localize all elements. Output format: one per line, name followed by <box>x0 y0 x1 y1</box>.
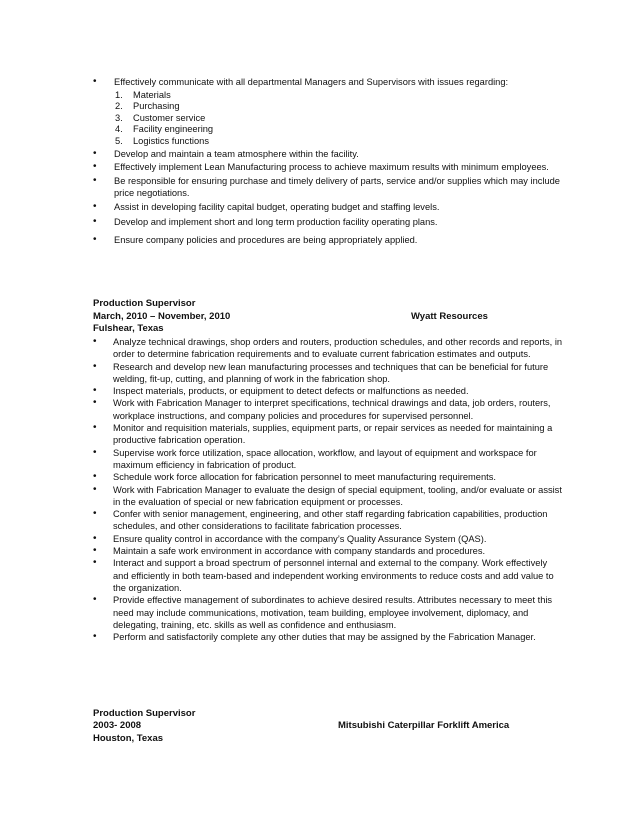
bullet-icon: • <box>93 422 97 434</box>
item-text: Assist in developing facility capital budget, operating budget and staffing levels. <box>114 202 440 213</box>
item-text: Supervise work force utilization, space allocation, workflow, and layout of equipment and workspace for maximum efficiency in fabrication of product. <box>113 447 537 470</box>
list-item <box>93 471 563 483</box>
item-text: Confer with senior management, engineering, and other staff regarding fabrication capabilities, production schedules, and other considerations to facilitate fabrication processes. <box>113 509 548 532</box>
bullet-icon: • <box>93 201 97 213</box>
item-text: Research and develop new lean manufacturing processes and techniques that can be beneficial for future welding, fit-up, cutting, and planning of work in the fabrication shop. <box>113 361 549 384</box>
list-item <box>93 397 563 422</box>
job-duties-list <box>93 336 563 643</box>
list-item <box>93 215 564 228</box>
item-text: Work with Fabrication Manager to evaluate the design of special equipment, tooling, and/or evaluate or assist in the evaluation of special or new fabrication equipment or processes. <box>113 484 562 507</box>
bullet-icon: • <box>93 545 97 557</box>
item-text: Maintain a safe work environment in accordance with company standards and procedures. <box>113 546 486 557</box>
job-location: Houston, Texas <box>93 733 164 744</box>
job-location: Fulshear, Texas <box>93 323 164 334</box>
bullet-icon: • <box>93 174 97 186</box>
item-text: Monitor and requisition materials, supplies, equipment parts, or repair services as needed for maintaining a productive fabrication operation. <box>113 423 553 446</box>
bullet-icon: • <box>93 336 97 347</box>
job-title: Production Supervisor <box>93 298 196 309</box>
list-item <box>93 545 563 557</box>
sub-list <box>115 90 564 147</box>
item-text: Analyze technical drawings, shop orders and routers, production schedules, and other records and reports, in order to determine fabrication requirements and to evaluate current fabrication estimates and outputs. <box>113 337 563 360</box>
item-text: Perform and satisfactorily complete any other duties that may be assigned by the Fabrication Manager. <box>113 632 536 643</box>
list-item <box>93 422 563 447</box>
list-item <box>93 631 563 643</box>
list-item <box>93 385 563 397</box>
item-text: Effectively implement Lean Manufacturing process to achieve maximum results with minimum employees. <box>114 162 549 173</box>
bullet-icon: • <box>93 76 97 87</box>
responsibilities-list <box>93 76 564 246</box>
item-text: Inspect materials, products, or equipment to detect defects or malfunctions as needed. <box>113 386 469 397</box>
bullet-icon: • <box>93 148 97 160</box>
sub-list-item: 1. Materials <box>115 90 171 100</box>
sub-list-item: 5. Logistics functions <box>115 135 209 146</box>
sub-list-item: 3. Customer service <box>115 112 206 123</box>
bullet-icon: • <box>93 385 97 397</box>
list-item <box>93 483 563 509</box>
item-text: Effectively communicate with all departmental Managers and Supervisors with issues regarding: <box>114 77 509 87</box>
job-title: Production Supervisor <box>93 708 196 719</box>
sub-list-item: 2. Purchasing <box>115 101 180 112</box>
list-item <box>93 594 563 631</box>
bullet-icon: • <box>93 360 97 372</box>
bullet-icon: • <box>93 557 97 569</box>
bullet-icon: • <box>93 631 97 643</box>
list-item <box>93 446 563 472</box>
sub-list-item: 4. Facility engineering <box>115 124 214 135</box>
list-item <box>93 557 563 594</box>
job-dates <box>93 311 553 322</box>
job-company: Wyatt Resources <box>411 311 488 322</box>
bullet-icon: • <box>93 161 97 173</box>
bullet-icon: • <box>93 594 97 606</box>
list-item <box>93 76 564 90</box>
list-item <box>93 508 563 533</box>
bullet-icon: • <box>93 446 97 458</box>
item-text: Ensure company policies and procedures are being appropriately applied. <box>114 234 418 245</box>
sub-list-container <box>114 90 564 147</box>
list-item <box>93 532 563 545</box>
list-item <box>93 148 564 160</box>
job-company: Mitsubishi Caterpillar Forklift America <box>338 720 510 731</box>
item-text: Be responsible for ensuring purchase and timely delivery of parts, service and/or supplies which may include price negotiations. <box>114 175 560 198</box>
item-text: Develop and maintain a team atmosphere within the facility. <box>114 149 359 160</box>
item-text: Ensure quality control in accordance with the company’s Quality Assurance System (QAS). <box>113 533 487 544</box>
item-text: Work with Fabrication Manager to interpret specifications, technical drawings and data, job orders, routers, workplace instructions, and company policies and procedures for supervised personnel. <box>113 398 551 421</box>
bullet-icon: • <box>93 215 97 227</box>
bullet-icon: • <box>93 508 97 520</box>
list-item <box>93 201 564 213</box>
item-text: Provide effective management of subordinates to achieve desired results. Attributes necessary to meet this need may include communications, motivation, team building, employee involvement, diplomacy, and delegating, training, etc. skills as well as confidence and enthusiasm. <box>113 595 553 630</box>
item-text: Develop and implement short and long term production facility operating plans. <box>114 216 438 227</box>
item-text: Interact and support a broad spectrum of personnel internal and external to the company. Work effectively and efficiently in both team-based and independent working environments to reduce costs and add value to the organization. <box>113 558 554 593</box>
list-item <box>93 233 564 246</box>
job-date-range: March, 2010 – November, 2010 <box>93 311 231 322</box>
bullet-icon: • <box>93 532 97 544</box>
item-text: Schedule work force allocation for fabrication personnel to meet manufacturing requirements. <box>113 472 496 483</box>
bullet-icon: • <box>93 397 97 409</box>
list-item <box>93 161 564 173</box>
list-item <box>93 360 563 386</box>
job-date-range: 2003- 2008 <box>93 720 142 731</box>
list-item <box>93 174 564 200</box>
bullet-icon: • <box>93 471 97 483</box>
job-dates <box>93 720 553 731</box>
bullet-icon: • <box>93 483 97 495</box>
bullet-icon: • <box>93 233 97 245</box>
list-item <box>93 336 563 361</box>
